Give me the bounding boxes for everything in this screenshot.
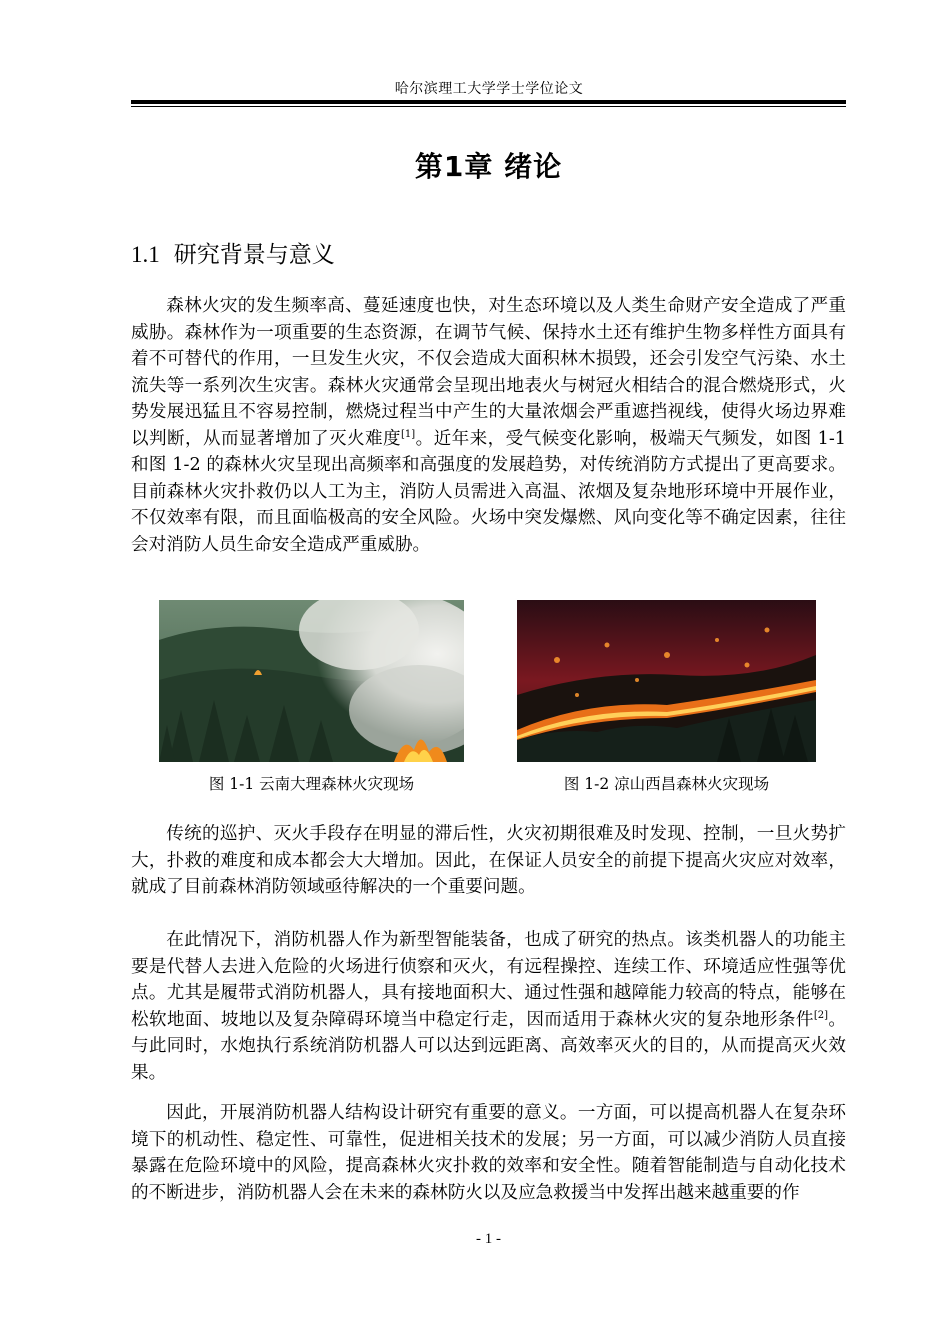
paragraph-text: 森林火灾的发生频率高、蔓延速度也快，对生态环境以及人类生命财产安全造成了严重威胁。森林作为一项重要的生态资源，在调节气候、保持水土还有维护生物多样性方面具有着不可替代的作用，一旦发生火灾，不仅会造成大面积林木损毁，还会引发空气污染、水土流失等一系列次生灾害。森林火灾通常会呈现出地表火与树冠火相结合的混合燃烧形式，火势发展迅猛且不容易控制，燃烧过程当中产生的大量浓烟会严重遮挡视线，使得火场边界难以判断，从而显著增加了灭火难度 — [131, 296, 846, 449]
paragraph — [131, 927, 846, 1086]
paragraph: 因此，开展消防机器人结构设计研究有重要的意义。一方面，可以提高机器人在复杂环境下的机动性、稳定性、可靠性，促进相关技术的发展；另一方面，可以减少消防人员直接暴露在危险环境中的风险，提高森林火灾扑救的效率和安全性。随着智能制造与自动化技术的不断进步，消防机器人会在未来的森林防火以及应急救援当中发挥出越来越重要的作 — [131, 1103, 846, 1203]
citation-ref: [2] — [813, 1009, 829, 1021]
paragraph-text: 。近年来，受气候变化影响，极端天气频发，如图 1-1 和图 1-2 的森林火灾呈现出高频率和高强度的发展趋势，对传统消防方式提出了更高要求。目前森林火灾扑救仍以人工为主，消防人员需进入高温、浓烟及复杂地形环境中开展作业，不仅效率有限，而且面临极高的安全风险。火场中突发爆燃、风向变化等不确定因素，往往会对消防人员生命安全造成严重威胁。 — [131, 428, 846, 555]
header-rule — [131, 100, 846, 104]
paragraph: 传统的巡护、灭火手段存在明显的滞后性，火灾初期很难及时发现、控制，一旦火势扩大，扑救的难度和成本都会大大增加。因此，在保证人员安全的前提下提高火灾应对效率，就成了目前森林消防领域亟待解决的一个重要问题。 — [131, 824, 846, 897]
section-heading — [131, 236, 335, 269]
figure-caption: 图 1-2 凉山西昌森林火灾现场 — [563, 775, 770, 793]
figure-1-1 — [159, 600, 464, 800]
paragraph-background — [131, 293, 846, 558]
page-number: - 1 - — [476, 1231, 501, 1247]
figure-1-2 — [517, 600, 816, 800]
night-wildfire-photo — [517, 600, 816, 762]
chapter-title: 第1章 绪论 — [414, 150, 563, 183]
running-header: 哈尔滨理工大学学士学位论文 — [394, 81, 584, 97]
section-title: 研究背景与意义 — [173, 242, 335, 268]
paragraph-text: 。与此同时，水炮执行系统消防机器人可以达到远距离、高效率灭火的目的，从而提高灭火效果。 — [131, 1009, 846, 1083]
forest-smoke-photo — [159, 600, 464, 762]
citation-ref: [1] — [401, 428, 416, 440]
header-rule-thin — [131, 106, 846, 107]
figure-caption: 图 1-1 云南大理森林火灾现场 — [208, 775, 415, 793]
paragraph-text: 在此情况下，消防机器人作为新型智能装备，也成了研究的热点。该类机器人的功能主要是代替人去进入危险的火场进行侦察和灭火，有远程操控、连续工作、环境适应性强等优点。尤其是履带式消防机器人，具有接地面积大、通过性强和越障能力较高的特点，能够在松软地面、坡地以及复杂障碍环境当中稳定行走，因而适用于森林火灾的复杂地形条件 — [131, 930, 846, 1030]
section-number: 1.1 — [131, 242, 160, 267]
